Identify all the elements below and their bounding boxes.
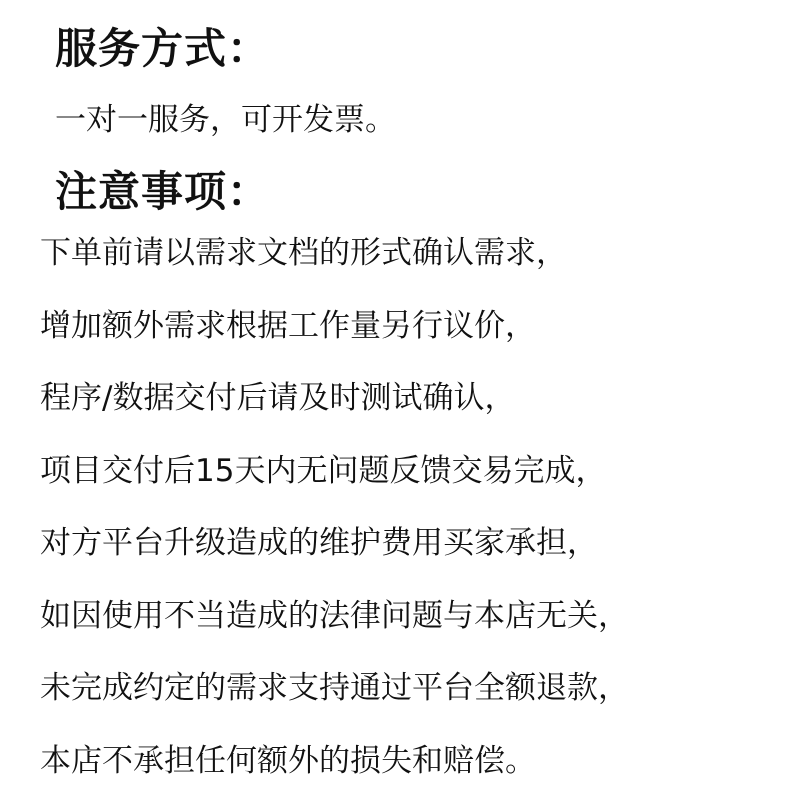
list-item: 项目交付后15天内无问题反馈交易完成， [40,447,629,520]
list-item: 本店不承担任何额外的损失和赔偿。 [40,737,629,809]
list-item: 如因使用不当造成的法律问题与本店无关， [40,592,629,665]
list-item: 程序/数据交付后请及时测试确认， [40,374,629,447]
service-method-text: 一对一服务，可开发票。 [55,98,396,142]
list-item: 对方平台升级造成的维护费用买家承担， [40,519,629,592]
list-item: 未完成约定的需求支持通过平台全额退款， [40,664,629,737]
list-item: 下单前请以需求文档的形式确认需求， [40,229,629,302]
notes-heading: 注意事项： [55,167,270,217]
notes-list [40,229,629,809]
list-item: 增加额外需求根据工作量另行议价， [40,302,629,375]
service-method-heading: 服务方式： [55,24,270,74]
